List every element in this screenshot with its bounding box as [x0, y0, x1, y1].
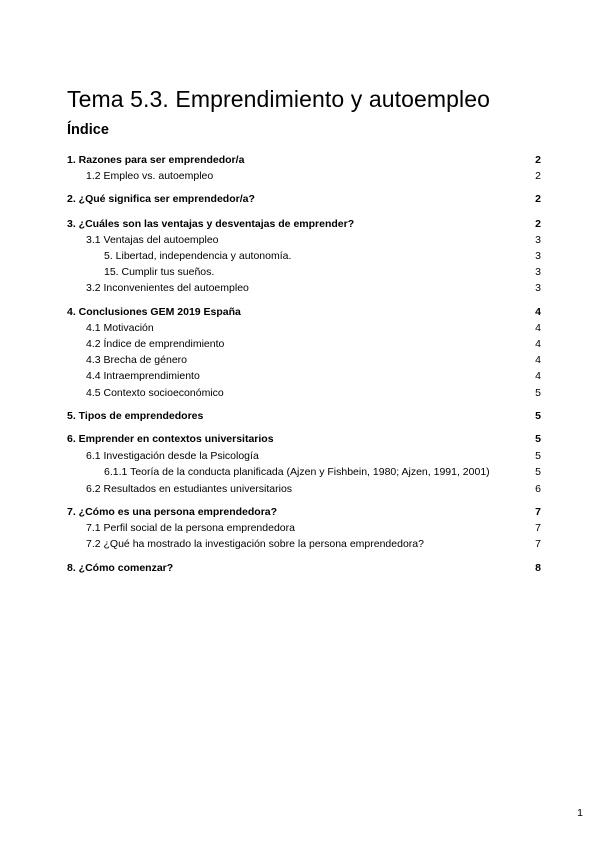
toc-entry-page: 5 [535, 466, 541, 478]
toc-entry-label: 6.2 Resultados en estudiantes universitarios [86, 483, 293, 495]
toc-entry-label: 5. Tipos de emprendedores [67, 410, 204, 422]
toc-entry[interactable] [67, 321, 541, 335]
toc-entry[interactable] [67, 281, 541, 295]
toc-entry[interactable] [67, 353, 541, 367]
toc-entry[interactable] [67, 386, 541, 400]
toc-entry-page: 4 [535, 338, 541, 350]
toc-entry-page: 2 [535, 170, 541, 182]
toc-entry-label: 4.1 Motivación [86, 322, 154, 334]
toc-entry-page: 5 [535, 410, 541, 422]
toc-entry[interactable] [67, 169, 541, 183]
toc-entry-page: 4 [535, 354, 541, 366]
toc-entry-label: 7. ¿Cómo es una persona emprendedora? [67, 506, 278, 518]
toc-entry-label: 3. ¿Cuáles son las ventajas y desventajas de emprender? [67, 218, 355, 230]
toc-entry-page: 8 [535, 562, 541, 574]
toc-entry-page: 4 [535, 322, 541, 334]
toc-entry[interactable] [67, 249, 541, 263]
toc-entry-page: 6 [535, 483, 541, 495]
toc-entry-page: 4 [535, 370, 541, 382]
toc-entry[interactable] [67, 409, 541, 423]
toc-entry[interactable] [67, 505, 541, 519]
toc-entry[interactable] [67, 432, 541, 446]
toc-entry-label: 1.2 Empleo vs. autoempleo [86, 170, 214, 182]
toc-entry-page: 2 [535, 218, 541, 230]
toc-entry[interactable] [67, 233, 541, 247]
toc-entry-page: 2 [535, 193, 541, 205]
toc-entry-label: 8. ¿Cómo comenzar? [67, 562, 174, 574]
toc-entry[interactable] [67, 561, 541, 575]
toc-entry-page: 5 [535, 387, 541, 399]
toc-entry[interactable] [67, 153, 541, 167]
toc-entry-page: 3 [535, 250, 541, 262]
toc-entry-page: 4 [535, 306, 541, 318]
toc-entry-label: 6. Emprender en contextos universitarios [67, 433, 274, 445]
toc-entry-label: 4. Conclusiones GEM 2019 España [67, 306, 241, 318]
toc-entry[interactable] [67, 305, 541, 319]
toc-entry[interactable] [67, 537, 541, 551]
toc-entry-label: 7.2 ¿Qué ha mostrado la investigación sobre la persona emprendedora? [86, 538, 424, 550]
toc-entry[interactable] [67, 265, 541, 279]
toc-entry-label: 3.2 Inconvenientes del autoempleo [86, 282, 249, 294]
toc-entry-page: 3 [535, 282, 541, 294]
page-title: Tema 5.3. Emprendimiento y autoempleo [67, 86, 491, 112]
toc-entry-page: 2 [535, 154, 541, 166]
toc-entry-label: 4.2 Índice de emprendimiento [86, 338, 225, 350]
toc-entry-label: 6.1.1 Teoría de la conducta planificada (Ajzen y Fishbein, 1980; Ajzen, 1991, 2001) [104, 466, 490, 478]
toc-entry-label: 6.1 Investigación desde la Psicología [86, 450, 259, 462]
toc-entry[interactable] [67, 217, 541, 231]
toc-entry-label: 2. ¿Qué significa ser emprendedor/a? [67, 193, 255, 205]
toc-entry-page: 5 [535, 433, 541, 445]
toc-entry-label: 4.5 Contexto socioeconómico [86, 387, 224, 399]
toc-heading: Índice [67, 122, 109, 138]
toc-entry-page: 3 [535, 266, 541, 278]
toc-entry[interactable] [67, 369, 541, 383]
toc-entry-page: 7 [535, 506, 541, 518]
toc-entry-page: 5 [535, 450, 541, 462]
toc-entry-label: 4.3 Brecha de género [86, 354, 187, 366]
toc-entry-label: 7.1 Perfil social de la persona emprendedora [86, 522, 295, 534]
toc-entry-page: 7 [535, 538, 541, 550]
toc-entry[interactable] [67, 192, 541, 206]
toc-entry[interactable] [67, 449, 541, 463]
toc-entry-label: 1. Razones para ser emprendedor/a [67, 154, 245, 166]
toc-entry[interactable] [67, 482, 541, 496]
table-of-contents [67, 0, 541, 600]
toc-entry-label: 3.1 Ventajas del autoempleo [86, 234, 219, 246]
page-number: 1 [577, 807, 583, 819]
toc-entry-label: 4.4 Intraemprendimiento [86, 370, 200, 382]
toc-entry-label: 5. Libertad, independencia y autonomía. [104, 250, 292, 262]
toc-entry-page: 7 [535, 522, 541, 534]
toc-entry-label: 15. Cumplir tus sueños. [104, 266, 215, 278]
toc-entry[interactable] [67, 337, 541, 351]
toc-entry[interactable] [67, 465, 541, 479]
toc-entry-page: 3 [535, 234, 541, 246]
toc-entry[interactable] [67, 521, 541, 535]
